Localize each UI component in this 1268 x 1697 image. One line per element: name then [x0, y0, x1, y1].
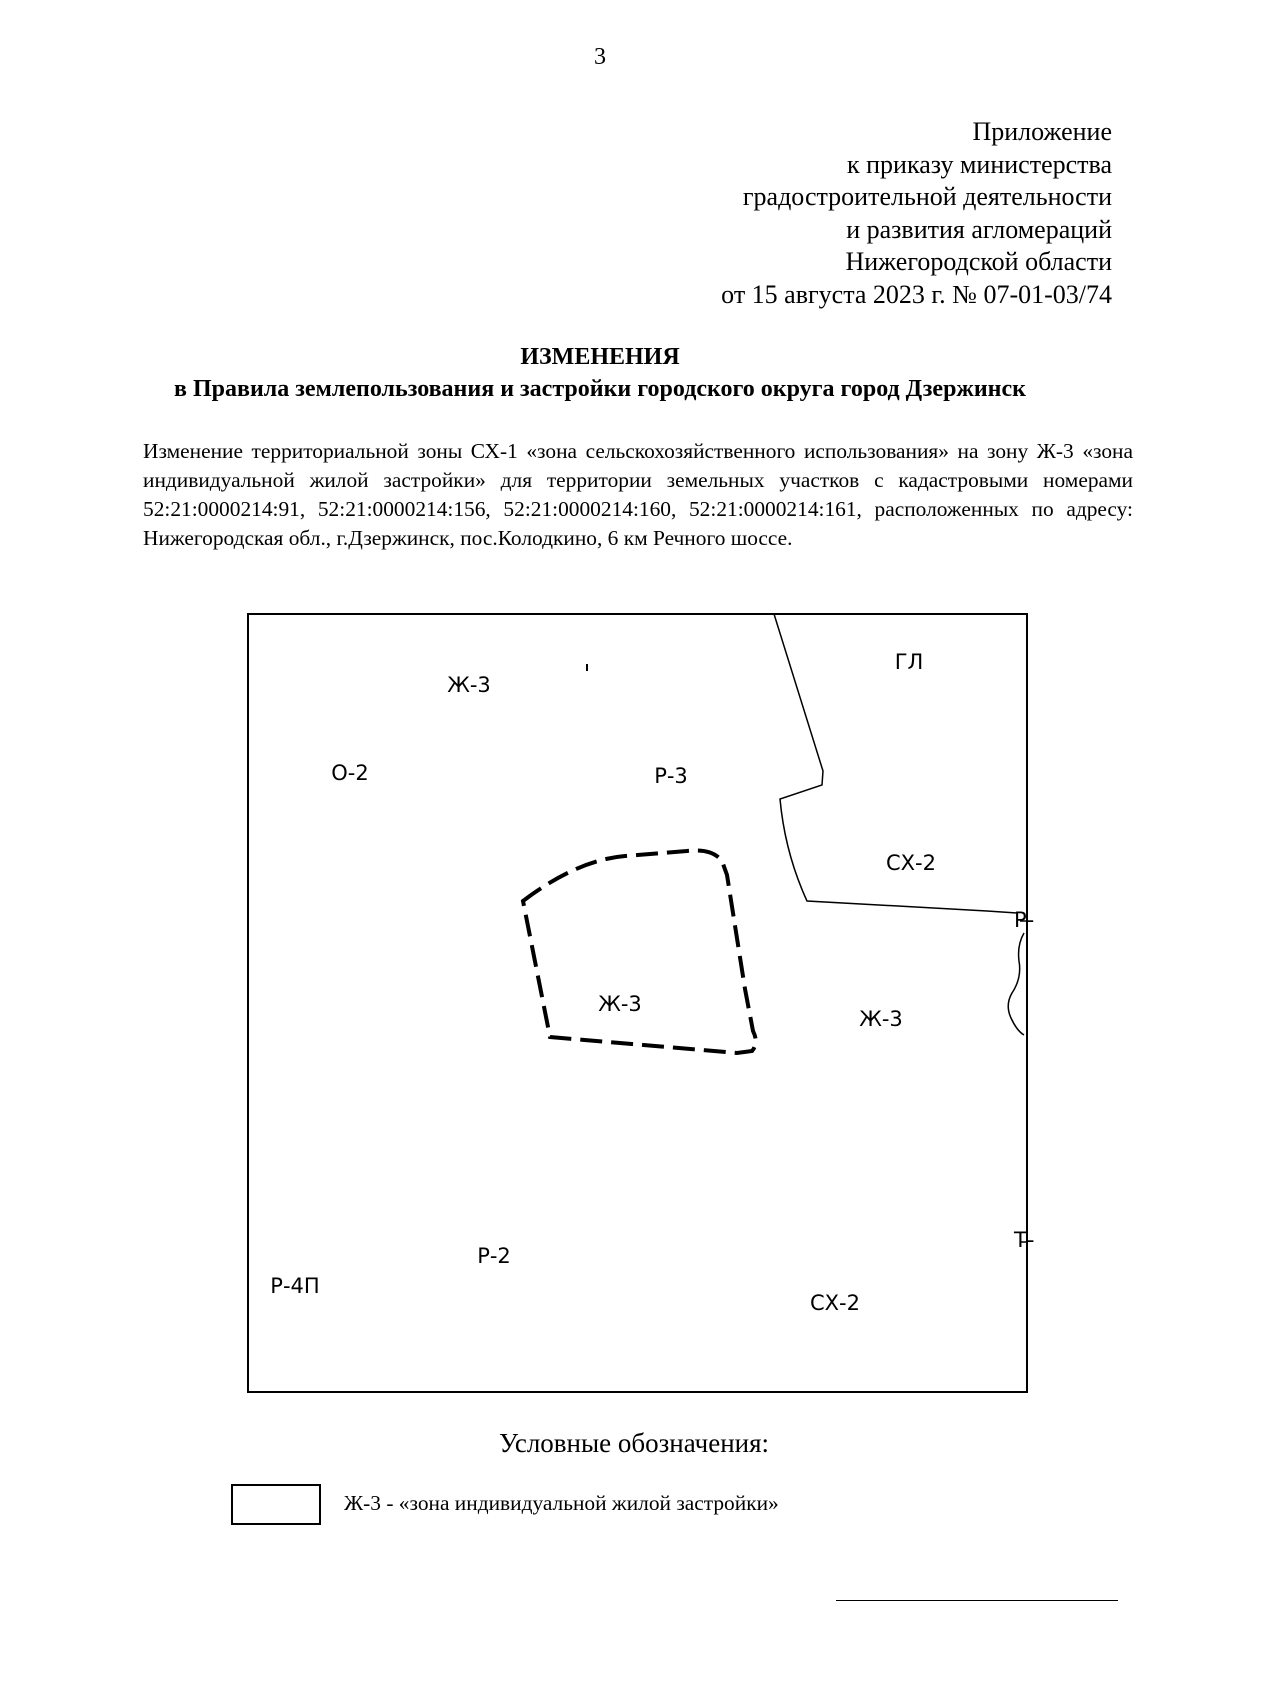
- zone-label: Ж-3: [859, 1007, 903, 1031]
- document-subtitle: в Правила землепользования и застройки городского округа город Дзержинск: [174, 376, 1026, 402]
- zone-label: Р-: [1014, 908, 1035, 932]
- zone-label: Р-4П: [270, 1274, 320, 1298]
- zone-label: Ж-3: [447, 673, 491, 697]
- legend-swatch: [231, 1484, 321, 1525]
- appendix-line: от 15 августа 2023 г. № 07-01-03/74: [721, 279, 1112, 309]
- appendix-line: к приказу министерства: [847, 149, 1112, 179]
- zone-label: Р-3: [654, 764, 688, 788]
- document-title: ИЗМЕНЕНИЯ: [520, 344, 680, 370]
- changed-zone-boundary: [523, 850, 756, 1053]
- legend-item-label: Ж-3 - «зона индивидуальной жилой застройки»: [344, 1491, 779, 1515]
- appendix-line: Приложение: [972, 117, 1112, 146]
- bottom-rule: [836, 1600, 1118, 1601]
- page-number: 3: [594, 44, 606, 70]
- zone-label: О-2: [331, 761, 369, 785]
- change-description: Изменение территориальной зоны СХ-1 «зона сельскохозяйственного использования» на зону Ж-3 «зона индивидуальной жилой застройки» для территории земельных участков с кадастровыми номерами 52:21:0000214:91, 52:21:0000214:156, 52:21:0000214:160, 52:21:0000214:161, расположенных по адресу: Нижегородская обл., г.Дзержинск, пос.Колодкино, 6 км Речного шоссе.: [143, 439, 1133, 550]
- zone-label: ГЛ: [894, 650, 924, 674]
- zone-label: СХ-2: [810, 1291, 860, 1315]
- zone-label: Ж-3: [598, 992, 642, 1016]
- appendix-line: Нижегородской области: [845, 247, 1112, 276]
- zone-label: Т-: [1014, 1228, 1035, 1252]
- appendix-line: градостроительной деятельности: [742, 182, 1112, 211]
- zoning-map: [247, 613, 1035, 1393]
- appendix-line: и развития агломераций: [846, 214, 1112, 244]
- appendix-block: [721, 116, 1112, 311]
- legend-title: Условные обозначения:: [498, 1428, 770, 1458]
- zone-label: СХ-2: [886, 851, 936, 875]
- zone-label: Р-2: [477, 1244, 511, 1268]
- zone-boundary-line: [1008, 933, 1024, 1035]
